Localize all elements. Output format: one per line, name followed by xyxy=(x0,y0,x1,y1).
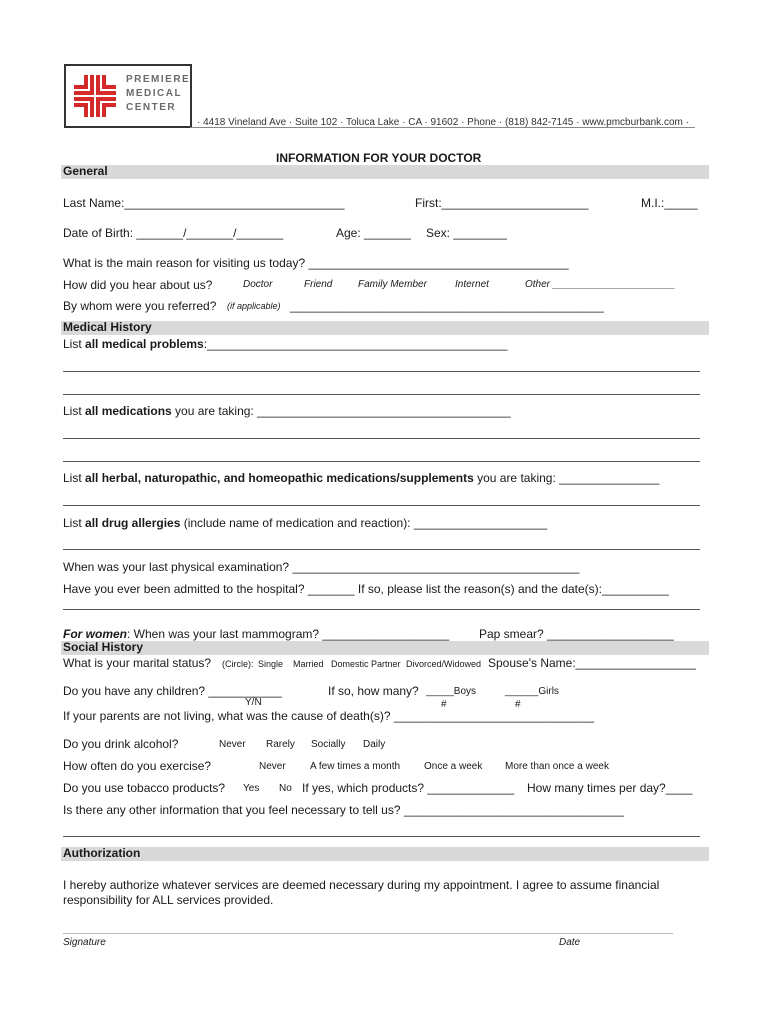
date-label: Date xyxy=(559,937,581,948)
boys-field[interactable]: _____Boys xyxy=(426,686,477,697)
hear-label: How did you hear about us? xyxy=(63,278,213,292)
sex-field[interactable]: Sex: ________ xyxy=(426,226,507,240)
label-suffix: (include name of medication and reaction): ____________________ xyxy=(180,516,548,530)
label-bold: all herbal, naturopathic, and homeopathic medications/supplements xyxy=(85,471,474,485)
exercise-option-never[interactable]: Never xyxy=(259,761,286,772)
alcohol-option-never[interactable]: Never xyxy=(219,739,246,750)
exercise-option-more[interactable]: More than once a week xyxy=(505,761,609,772)
reason-field[interactable]: What is the main reason for visiting us today? _______________________________________ xyxy=(63,256,569,270)
women-label: For women xyxy=(63,627,128,641)
logo-line-2: MEDICAL xyxy=(126,88,183,99)
section-social-history xyxy=(61,641,709,655)
address-line: · 4418 Vineland Ave · Suite 102 · Toluca Lake · CA · 91602 · Phone · (818) 842-7145 · www.pmcburbank.com · xyxy=(197,117,689,128)
exercise-option-monthly[interactable]: A few times a month xyxy=(310,761,401,772)
section-heading: General xyxy=(63,164,108,178)
girls-field[interactable]: ______Girls xyxy=(505,686,559,697)
logo-line-3: CENTER xyxy=(126,102,177,113)
allergies-field[interactable] xyxy=(63,516,547,530)
tobacco-times-field[interactable]: How many times per day?____ xyxy=(527,781,693,795)
exercise-option-weekly[interactable]: Once a week xyxy=(424,761,483,772)
referred-label: By whom were you referred? xyxy=(63,299,217,313)
hospital-field[interactable]: Have you ever been admitted to the hospital? _______ If so, please list the reason(s) and the date(s):__________ xyxy=(63,582,669,596)
women-text: : When was your last mammogram? ___________________ xyxy=(127,627,450,641)
hear-option-friend[interactable]: Friend xyxy=(304,279,333,290)
medical-cross-icon xyxy=(72,73,118,119)
marital-option-single[interactable]: Single xyxy=(258,659,284,669)
tobacco-products-field[interactable]: If yes, which products? _____________ xyxy=(302,781,515,795)
section-heading: Medical History xyxy=(63,320,152,334)
logo xyxy=(64,64,192,128)
hear-option-family[interactable]: Family Member xyxy=(358,279,427,290)
first-name-field[interactable]: First:______________________ xyxy=(415,196,589,210)
medical-problems-field[interactable] xyxy=(63,337,507,351)
marital-label: What is your marital status? xyxy=(63,656,212,670)
parents-field[interactable]: If your parents are not living, what was the cause of death(s)? ______________________________ xyxy=(63,709,595,723)
alcohol-option-daily[interactable]: Daily xyxy=(363,739,386,750)
logo-line-1: PREMIERE xyxy=(126,74,191,85)
how-many-label: If so, how many? xyxy=(328,684,419,698)
last-name-field[interactable]: Last Name:_________________________________ xyxy=(63,196,345,210)
blank-line[interactable] xyxy=(63,394,700,395)
physical-exam-field[interactable]: When was your last physical examination? ___________________________________________ xyxy=(63,560,580,574)
label-prefix: List xyxy=(63,516,86,530)
section-authorization xyxy=(61,847,709,861)
label-prefix: List xyxy=(63,471,86,485)
hear-option-internet[interactable]: Internet xyxy=(455,279,489,290)
blank-line[interactable] xyxy=(63,549,700,550)
authorization-text-2: responsibility for ALL services provided. xyxy=(63,893,274,907)
circle-note: (Circle): xyxy=(222,659,254,669)
marital-option-domestic[interactable]: Domestic Partner xyxy=(331,659,401,669)
boys-hash: # xyxy=(441,699,447,710)
section-general xyxy=(61,165,709,179)
blank-line[interactable] xyxy=(63,371,700,372)
label-prefix: List xyxy=(63,337,86,351)
label-bold: all medical problems xyxy=(85,337,204,351)
dob-field[interactable]: Date of Birth: _______/_______/_______ xyxy=(63,226,284,240)
hear-option-other[interactable]: Other ______________________ xyxy=(525,279,676,290)
page-title: INFORMATION FOR YOUR DOCTOR xyxy=(276,151,482,165)
section-heading: Authorization xyxy=(63,846,141,860)
signature-label: Signature xyxy=(63,937,106,948)
children-field[interactable]: Do you have any children? ___________ xyxy=(63,684,282,698)
tobacco-option-yes[interactable]: Yes xyxy=(243,783,260,794)
marital-option-divorced[interactable]: Divorced/Widowed xyxy=(406,659,482,669)
blank-line[interactable] xyxy=(63,461,700,462)
alcohol-label: Do you drink alcohol? xyxy=(63,737,179,751)
alcohol-option-socially[interactable]: Socially xyxy=(311,739,346,750)
section-heading: Social History xyxy=(63,640,144,654)
girls-hash: # xyxy=(515,699,521,710)
mammogram-field[interactable] xyxy=(63,627,449,641)
middle-initial-field[interactable]: M.I.:_____ xyxy=(641,196,698,210)
hear-option-doctor[interactable]: Doctor xyxy=(243,279,273,290)
signature-line[interactable] xyxy=(63,933,673,934)
herbal-field[interactable] xyxy=(63,471,659,485)
other-info-field[interactable]: Is there any other information that you feel necessary to tell us? _________________________________ xyxy=(63,803,625,817)
label-bold: all drug allergies xyxy=(85,516,181,530)
marital-option-married[interactable]: Married xyxy=(293,659,324,669)
label-suffix: :_____________________________________________ xyxy=(203,337,508,351)
exercise-label: How often do you exercise? xyxy=(63,759,212,773)
label-prefix: List xyxy=(63,404,86,418)
age-field[interactable]: Age: _______ xyxy=(336,226,411,240)
label-bold: all medications xyxy=(85,404,172,418)
tobacco-label: Do you use tobacco products? xyxy=(63,781,226,795)
tobacco-option-no[interactable]: No xyxy=(279,783,292,794)
pap-smear-field[interactable]: Pap smear? ___________________ xyxy=(479,627,674,641)
referred-field[interactable]: _______________________________________________ xyxy=(290,299,604,313)
blank-line[interactable] xyxy=(63,609,700,610)
authorization-text-1: I hereby authorize whatever services are deemed necessary during my appointment. I agree to assume financial xyxy=(63,878,660,892)
label-suffix: you are taking: _______________ xyxy=(473,471,660,485)
blank-line[interactable] xyxy=(63,836,700,837)
spouse-name-field[interactable]: Spouse's Name:__________________ xyxy=(488,656,696,670)
section-medical-history xyxy=(61,321,709,335)
label-suffix: you are taking: ______________________________________ xyxy=(171,404,511,418)
yn-hint: Y/N xyxy=(245,697,262,708)
alcohol-option-rarely[interactable]: Rarely xyxy=(266,739,295,750)
blank-line[interactable] xyxy=(63,505,700,506)
blank-line[interactable] xyxy=(63,438,700,439)
medications-field[interactable] xyxy=(63,404,511,418)
referred-note: (if applicable) xyxy=(227,301,281,311)
